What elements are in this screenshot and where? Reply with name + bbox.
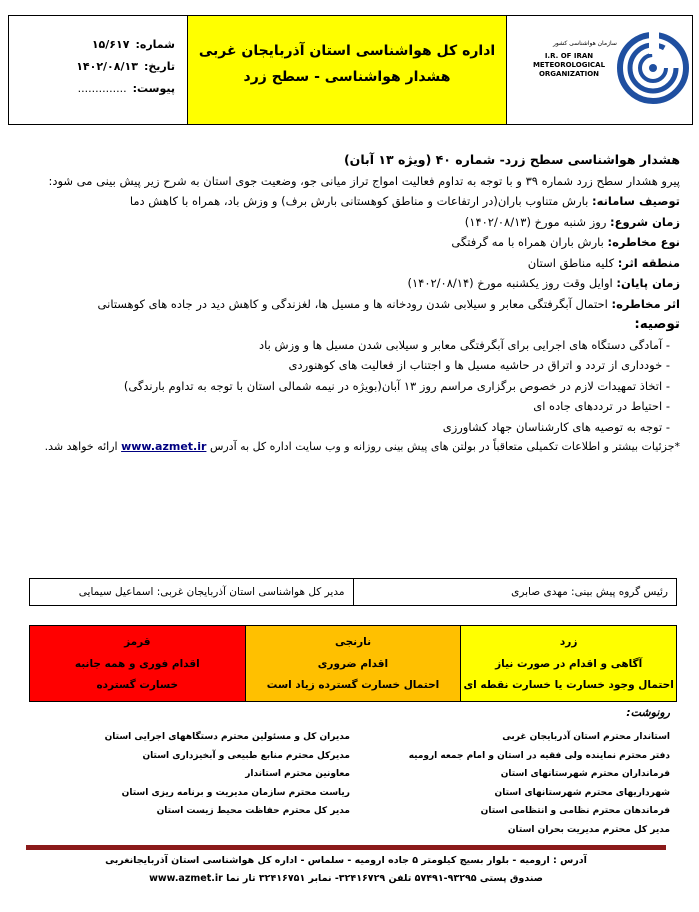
cc-item: شهرداریهای محترم شهرستانهای استان bbox=[494, 787, 670, 798]
intro-paragraph: پیرو هشدار سطح زرد شماره ۳۹ و با توجه به تداوم فعالیت امواج تراز میانی جو، وضعیت جوی استان به شرح زیر پیش بینی می شود: bbox=[48, 173, 680, 188]
level-damage: احتمال وجود خسارت یا خسارت نقطه ای bbox=[463, 679, 674, 692]
warning-heading: هشدار هواشناسی سطح زرد- شماره ۴۰ (ویژه ۱۳ آبان) bbox=[343, 152, 680, 167]
cc-item: مدیر کل محترم حفاظت محیط زیست استان bbox=[156, 806, 350, 816]
warning-body bbox=[20, 150, 680, 458]
cc-item: فرماندهان محترم نظامی و انتظامی استان bbox=[480, 806, 670, 816]
org-title: اداره کل هواشناسی استان آذربایجان غربی bbox=[198, 43, 496, 59]
letterhead bbox=[8, 15, 693, 125]
recommendation-item: - خودداری از تردد و اتراق در حاشیه مسیل ها و اجتناب از فعالیت های کوهنوردی bbox=[288, 358, 670, 372]
level-name: زرد bbox=[559, 635, 578, 648]
footer-website[interactable]: www.azmet.ir bbox=[149, 873, 223, 884]
cc-item: ریاست محترم سازمان مدیریت و برنامه ریزی استان bbox=[121, 787, 350, 798]
level-orange bbox=[246, 626, 462, 701]
footer-contact: صندوق پستی ۹۳۲۹۵-۵۷۴۹۱ تلفن ۳۲۴۱۶۷۲۹- نمابر ۳۲۴۱۶۷۵۱ تار نما www.azmet.ir bbox=[149, 873, 543, 884]
hazard-impact: اثر مخاطره: احتمال آبگرفتگی معابر و سیلابی شدن رودخانه ها و مسیل ها، لغزندگی و کاهش دید در جاده های کوهستانی bbox=[97, 296, 680, 311]
footer-divider bbox=[26, 845, 666, 850]
warning-levels-table bbox=[29, 625, 677, 702]
system-description: توصیف سامانه: بارش متناوب باران(در ارتفاعات و مناطق کوهستانی بارش برف) و وزش باد، همراه با کاهش دما bbox=[129, 194, 680, 208]
level-damage: خسارت گسترده bbox=[96, 679, 179, 692]
level-name: قرمز bbox=[124, 635, 151, 648]
cc-item: دفتر محترم نماینده ولی فقیه در استان و امام جمعه ارومیه bbox=[408, 750, 670, 761]
start-time: زمان شروع: روز شنبه مورخ (۱۴۰۲/۰۸/۱۳) bbox=[464, 214, 680, 229]
logo-area bbox=[507, 16, 692, 124]
warning-title: هشدار هواشناسی - سطح زرد bbox=[243, 69, 451, 85]
cc-item: معاونین محترم استاندار bbox=[245, 769, 350, 779]
header-title-box bbox=[187, 16, 507, 124]
footer-address: آدرس : ارومیه - بلوار بسیج کیلومتر ۵ جاده ارومیه - سلماس - اداره کل هواشناسی استان آذربایجانغربی bbox=[105, 855, 587, 866]
end-time: زمان پایان: اوایل وقت روز یکشنبه مورخ (۱۴۰۲/۰۸/۱۴) bbox=[407, 276, 680, 290]
cc-item: فرمانداران محترم شهرستانهای استان bbox=[500, 769, 670, 779]
letter-attachment: پیوست: .............. bbox=[77, 82, 175, 95]
more-info-note: *جزئیات بیشتر و اطلاعات تکمیلی متعاقباً در بولتن های پیش بینی روزانه و وب سایت اداره کل به آدرس www.azmet.ir ارائه خواهد شد. bbox=[44, 440, 680, 453]
logo-fa-text: سازمان هواشناسی کشور bbox=[553, 40, 617, 47]
cc-item: استاندار محترم استان آذربایجان غربی bbox=[502, 732, 670, 742]
hazard-type: نوع مخاطره: بارش باران همراه با مه گرفتگی bbox=[451, 235, 680, 249]
level-yellow bbox=[461, 626, 676, 701]
cc-item: مدیرکل محترم منابع طبیعی و آبخیزداری استان bbox=[142, 750, 350, 761]
level-action: اقدام ضروری bbox=[317, 657, 389, 670]
spiral-emblem-icon bbox=[617, 32, 689, 104]
level-red bbox=[30, 626, 246, 701]
cc-item: مدیر کل محترم مدیریت بحران استان bbox=[507, 824, 670, 835]
forecast-head-signature: رئیس گروه پیش بینی: مهدی صابری bbox=[353, 579, 677, 605]
recommendation-item: - اتخاذ تمهیدات لازم در خصوص برگزاری مراسم روز ۱۳ آبان(بویژه در نیمه شمالی استان با توجه به تداوم بارندگی) bbox=[123, 378, 670, 393]
recommendations-title: توصیه: bbox=[634, 316, 680, 332]
letter-number: شماره: ۱۵/۶۱۷ bbox=[91, 38, 175, 51]
level-action: آگاهی و اقدام در صورت نیاز bbox=[495, 657, 643, 670]
letter-meta bbox=[9, 16, 185, 124]
director-signature: مدیر کل هواشناسی استان آذربایجان غربی: اسماعیل سیمایی bbox=[78, 586, 345, 598]
website-link[interactable]: www.azmet.ir bbox=[121, 440, 207, 453]
signature-table bbox=[29, 578, 677, 606]
recommendation-item: - احتیاط در ترددهای جاده ای bbox=[533, 399, 670, 413]
recommendation-item: - توجه به توصیه های کارشناسان جهاد کشاورزی bbox=[442, 419, 670, 434]
cc-title: رونوشت: bbox=[626, 706, 670, 719]
letter-date: تاریخ: ۱۴۰۲/۰۸/۱۳ bbox=[76, 60, 175, 73]
cc-column-right bbox=[409, 728, 670, 839]
level-damage: احتمال خسارت گسترده زیاد است bbox=[266, 679, 440, 692]
recommendation-item: - آمادگی دستگاه های اجرایی برای آبگرفتگی معابر و سیلابی شدن مسیل ها و وزش باد bbox=[259, 337, 670, 352]
level-action: اقدام فوری و همه جانبه bbox=[74, 657, 200, 670]
footer bbox=[26, 852, 666, 888]
cc-item: مدیران کل و مسئولین محترم دستگاههای اجرایی استان bbox=[104, 732, 350, 742]
level-name: نارنجی bbox=[334, 635, 372, 648]
met-org-logo bbox=[525, 30, 695, 110]
impact-area: منطقه اثر: کلیه مناطق استان bbox=[527, 255, 680, 270]
logo-en-text: I.R. OF IRAN METEOROLOGICAL ORGANIZATION bbox=[532, 52, 606, 78]
cc-column-left bbox=[105, 728, 350, 821]
